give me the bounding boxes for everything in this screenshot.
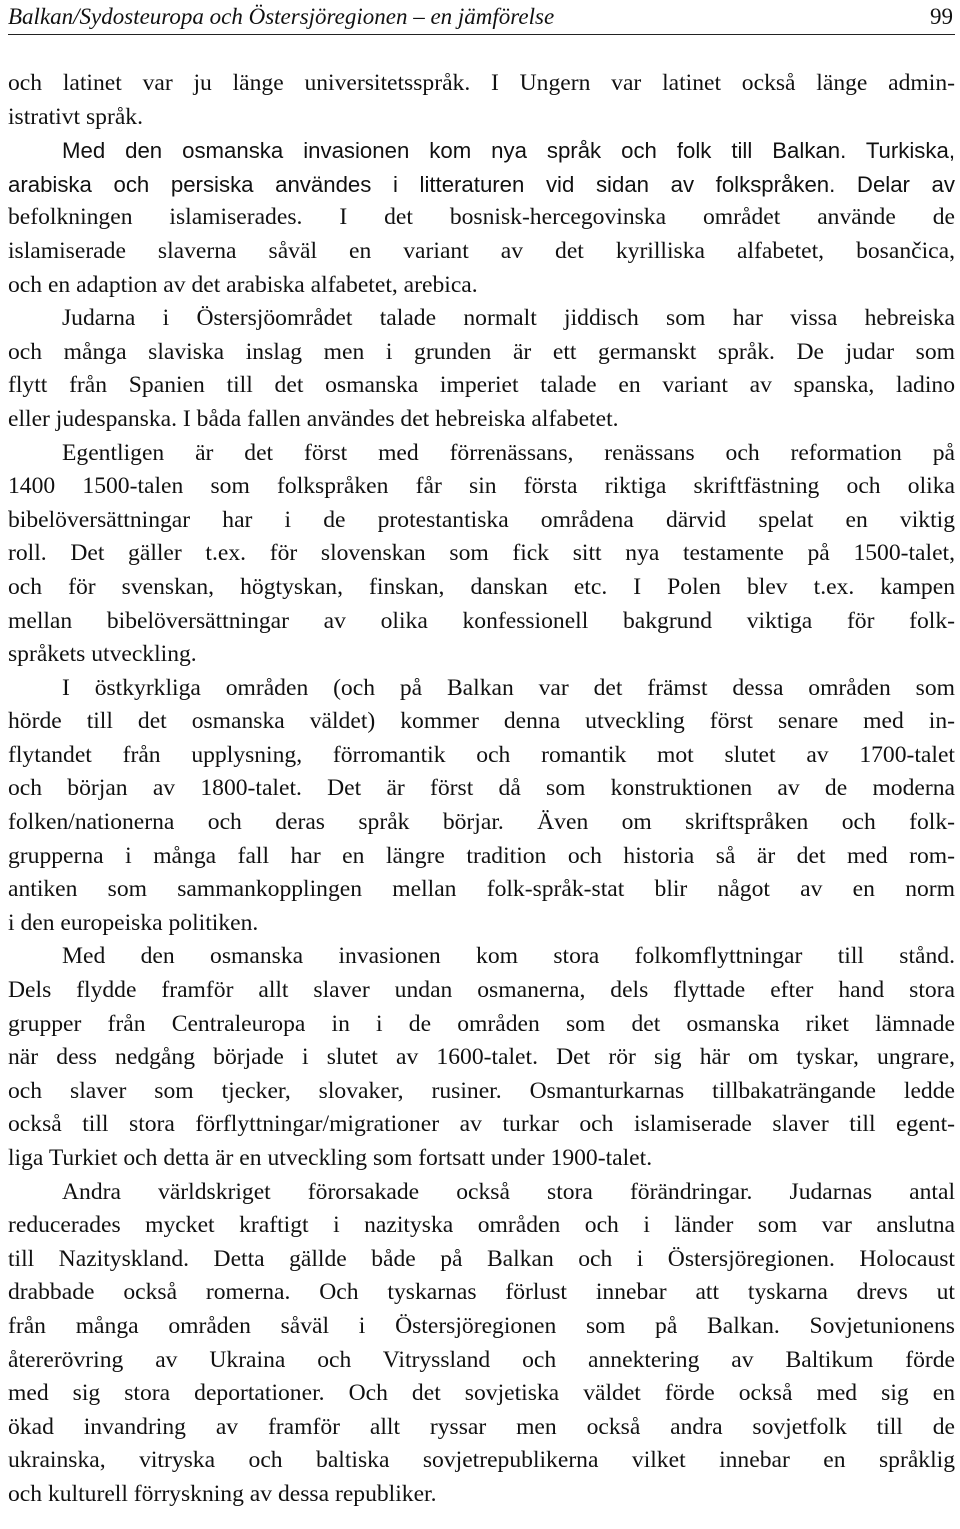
text-line: eller judespanska. I båda fallen användes det hebreiska alfabetet. [8, 405, 619, 432]
text-line: och en adaption av det arabiska alfabetet, arebica. [8, 271, 478, 298]
text-line: mellan bibelöversättningar av olika konfessionell bakgrund viktiga för folk- [8, 607, 955, 634]
paragraph [8, 67, 955, 134]
text-line: Andra världskriget förorsakade också stora förändringar. Judarnas antal [62, 1178, 955, 1205]
text-line: språkets utveckling. [8, 641, 197, 668]
text-line: flytt från Spanien till det osmanska imperiet talade en variant av spanska, ladino [8, 372, 955, 399]
running-header [8, 0, 955, 35]
text-line: reducerades mycket kraftigt i nazityska områden och i länder som var anslutna [8, 1212, 955, 1239]
text-line: liga Turkiet och detta är en utveckling som fortsatt under 1900-talet. [8, 1145, 653, 1171]
text-line: Egentligen är det först med förrenässans, renässans och reformation på [62, 439, 955, 466]
body-text [8, 67, 955, 1512]
text-line: antiken som sammankopplingen mellan folk-språk-stat blir något av en norm [8, 876, 955, 903]
paragraph [8, 1176, 955, 1512]
text-line: ökad invandring av framför allt ryssar men också andra sovjetfolk till de [8, 1413, 955, 1440]
text-line: befolkningen islamiserades. I det bosnisk-hercegovinska området använde de [8, 204, 955, 231]
text-line: grupper från Centraleuropa in i de områden som det osmanska riket lämnade [8, 1010, 955, 1037]
text-line: I östkyrkliga områden (och på Balkan var det främst dessa områden som [62, 674, 955, 701]
paragraph [8, 940, 955, 1175]
text-line: folken/nationerna och deras språk börjar. Även om skriftspråken och folk- [8, 809, 955, 836]
text-line: drabbade också romerna. Och tyskarnas förlust innebar att tyskarna drevs ut [8, 1279, 955, 1306]
text-line: Med den osmanska invasionen kom stora folkomflyttningar till stånd. [62, 943, 955, 970]
text-line: Judarna i Östersjöområdet talade normalt jiddisch som har vissa hebreiska [62, 305, 955, 332]
text-line: flytandet från upplysning, förromantik och romantik mot slutet av 1700-talet [8, 741, 955, 768]
text-line: till Nazityskland. Detta gällde både på Balkan och i Östersjöregionen. Holocaust [8, 1245, 955, 1272]
text-line: när dess nedgång började i slutet av 1600-talet. Det rör sig här om tyskar, ungrare, [8, 1044, 955, 1071]
text-line: från många områden såväl i Östersjöregionen som på Balkan. Sovjetunionens [8, 1312, 955, 1339]
text-line: och slaver som tjecker, slovaker, rusiner. Osmanturkarnas tillbakaträngande ledde [8, 1077, 955, 1104]
text-line: med sig stora deportationer. Och det sovjetiska väldet förde också med sig en [8, 1380, 955, 1407]
text-line: istrativt språk. [8, 103, 143, 130]
text-line: och början av 1800-talet. Det är först då som konstruktionen av de moderna [8, 775, 955, 802]
paragraph [8, 672, 955, 941]
text-line: och latinet var ju länge universitetsspråk. I Ungern var latinet också länge admin- [8, 70, 955, 96]
text-line: ukrainska, vitryska och baltiska sovjetrepublikerna vilket innebar en språklig [8, 1447, 955, 1474]
text-line: grupperna i många fall har en längre tradition och historia så är det med rom- [8, 842, 955, 869]
text-line: Med den osmanska invasionen kom nya språk och folk till Balkan. Turkiska, [62, 138, 955, 164]
text-line: 1400 1500-talen som folkspråken får sin första riktiga skriftfästning och olika [8, 473, 955, 500]
text-line: återerövring av Ukraina och Vitryssland och annektering av Baltikum förde [8, 1346, 955, 1373]
text-line: Dels flydde framför allt slaver undan osmanerna, dels flyttade efter hand stora [8, 977, 955, 1004]
header-title: Balkan/Sydosteuropa och Östersjöregionen – en jämförelse [8, 4, 555, 29]
text-line: roll. Det gäller t.ex. för slovenskan som fick sitt nya testamente på 1500-talet, [8, 540, 955, 567]
book-page [8, 0, 955, 1512]
text-line: också till stora förflyttningar/migrationer av turkar och islamiserade slaver till egent- [8, 1111, 955, 1138]
text-line: bibelöversättningar har i de protestantiska områdena därvid spelat en viktig [8, 506, 955, 533]
page-number: 99 [930, 4, 953, 29]
text-line: hörde till det osmanska väldet) kommer denna utveckling först senare med in- [8, 708, 955, 735]
text-line: arabiska och persiska användes i litteraturen vid sidan av folkspråken. Delar av [8, 171, 955, 197]
paragraph [8, 134, 955, 302]
text-line: och för svenskan, högtyskan, finskan, danskan etc. I Polen blev t.ex. kampen [8, 573, 955, 600]
paragraph [8, 437, 955, 672]
text-line: islamiserade slaverna såväl en variant av det kyrilliska alfabetet, bosančica, [8, 237, 955, 264]
text-line: och kulturell förryskning av dessa republiker. [8, 1480, 437, 1507]
paragraph [8, 302, 955, 436]
text-line: i den europeiska politiken. [8, 909, 259, 936]
text-line: och många slaviska inslag men i grunden är ett germanskt språk. De judar som [8, 338, 955, 365]
